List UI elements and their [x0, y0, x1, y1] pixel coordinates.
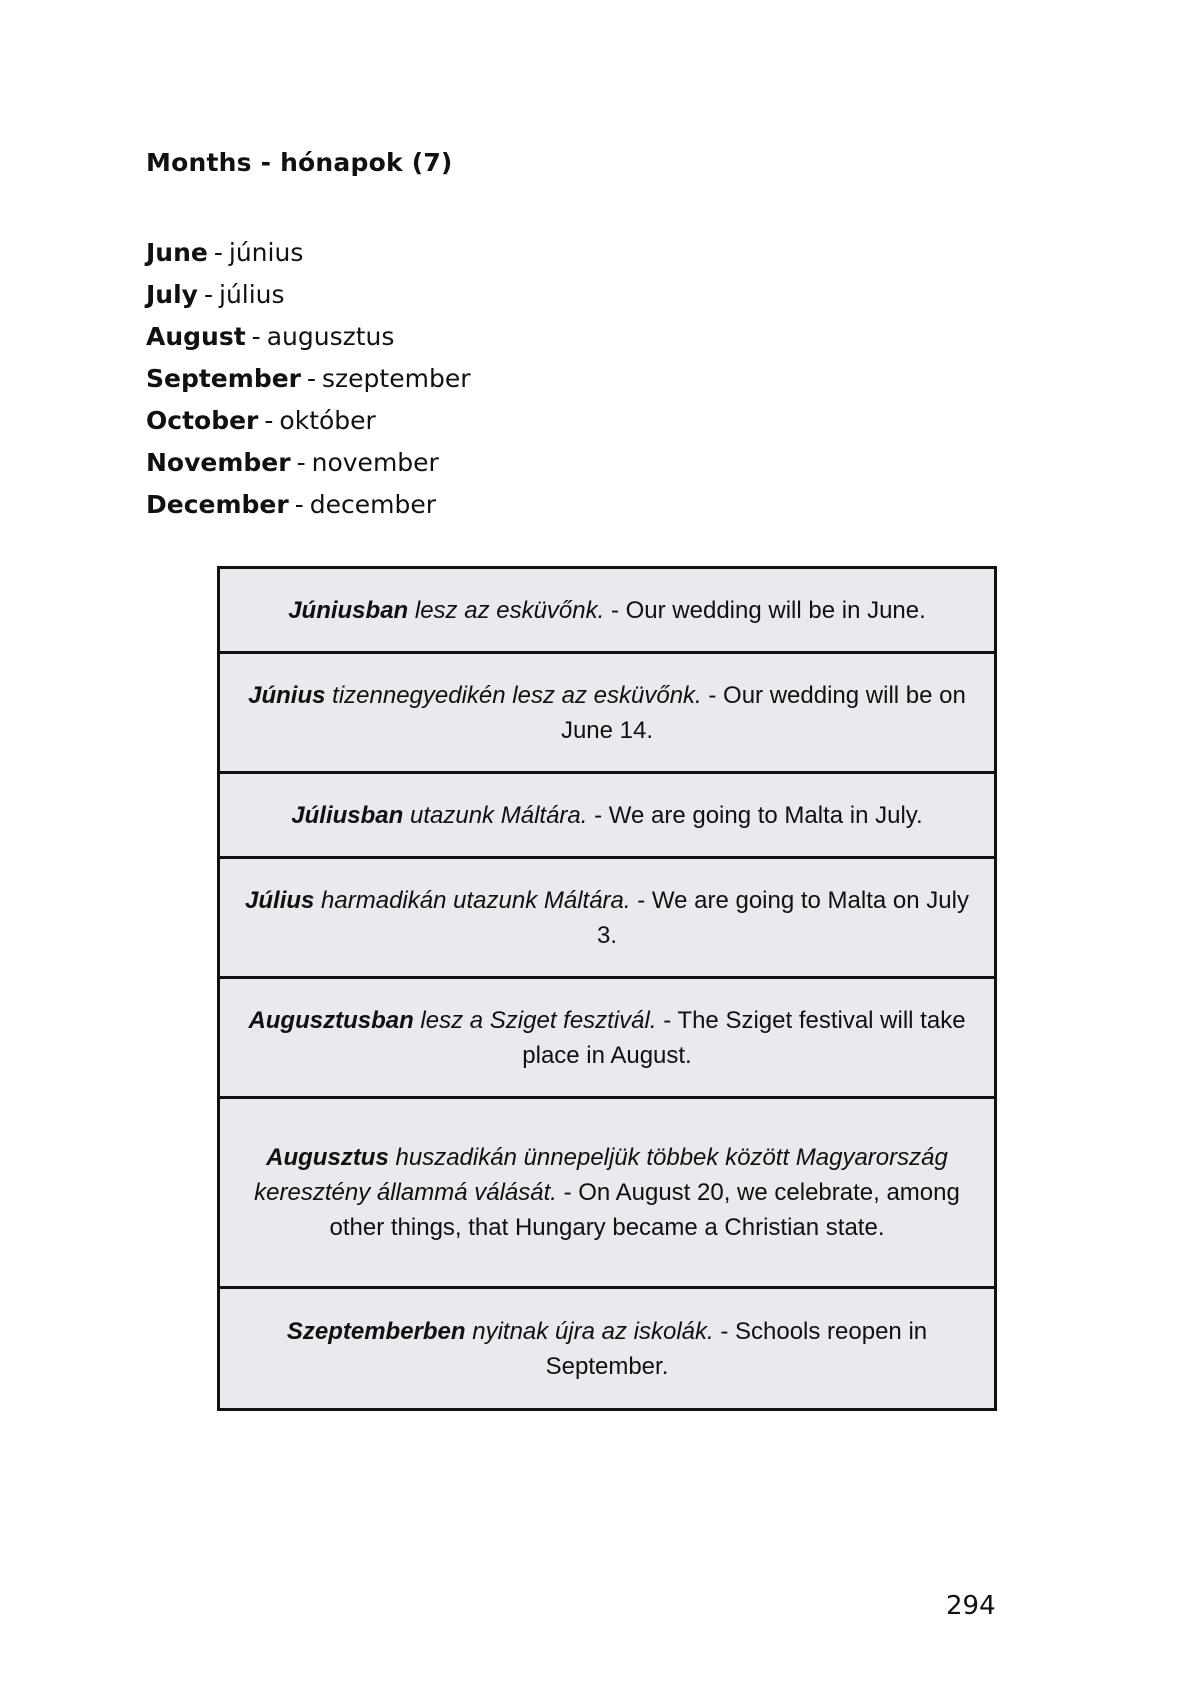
list-item	[146, 400, 471, 442]
example-english: - Our wedding will be in June.	[604, 596, 926, 624]
separator: -	[213, 238, 223, 267]
list-item	[146, 442, 471, 484]
example-keyword: Júliusban	[291, 801, 404, 829]
list-item	[146, 232, 471, 274]
month-hungarian: szeptember	[322, 364, 471, 393]
example-hungarian: lesz a Sziget fesztivál.	[413, 1006, 657, 1034]
page-number: 294	[946, 1591, 996, 1621]
separator: -	[296, 448, 306, 477]
example-sentence	[291, 798, 922, 833]
list-item	[146, 316, 471, 358]
month-vocabulary-list	[146, 232, 471, 526]
month-english: June	[146, 238, 208, 267]
example-keyword: Augusztusban	[248, 1006, 414, 1034]
example-sentence	[242, 1140, 972, 1245]
example-hungarian: lesz az esküvőnk.	[408, 596, 605, 624]
separator: -	[264, 406, 274, 435]
example-row	[220, 569, 994, 654]
page-title: Months - hónapok (7)	[146, 148, 453, 177]
month-hungarian: november	[311, 448, 439, 477]
separator: -	[307, 364, 317, 393]
example-hungarian: tizennegyedikén lesz az esküvőnk.	[325, 681, 702, 709]
example-keyword: Júniusban	[288, 596, 409, 624]
example-row	[220, 654, 994, 774]
example-hungarian: huszadikán ünnepeljük többek között Magyarország keresztény állammá válását.	[254, 1144, 948, 1206]
list-item	[146, 484, 471, 526]
example-hungarian: utazunk Máltára.	[403, 801, 588, 829]
separator: -	[294, 490, 304, 519]
example-hungarian: harmadikán utazunk Máltára.	[314, 886, 631, 914]
example-english: - The Sziget festival will take place in August.	[522, 1006, 966, 1069]
example-english: - On August 20, we celebrate, among other things, that Hungary became a Christian state.	[329, 1179, 960, 1241]
example-keyword: Szeptemberben	[286, 1317, 466, 1345]
example-keyword: Június	[248, 681, 326, 709]
example-english: - We are going to Malta on July 3.	[596, 886, 969, 949]
month-hungarian: augusztus	[266, 322, 395, 351]
month-hungarian: december	[309, 490, 437, 519]
example-sentence	[242, 1003, 972, 1073]
month-hungarian: június	[228, 238, 304, 267]
example-keyword: Július	[245, 886, 315, 914]
list-item	[146, 358, 471, 400]
example-row	[220, 774, 994, 859]
example-hungarian: nyitnak újra az iskolák.	[465, 1317, 714, 1345]
example-keyword: Augusztus	[266, 1144, 389, 1171]
example-row	[220, 1099, 994, 1289]
example-row	[220, 979, 994, 1099]
month-english: July	[146, 280, 198, 309]
example-english: - Our wedding will be on June 14.	[560, 681, 966, 744]
example-sentences-table	[217, 566, 997, 1411]
example-row	[220, 1289, 994, 1408]
example-english: - Schools reopen in September.	[545, 1317, 928, 1380]
month-english: August	[146, 322, 246, 351]
separator: -	[203, 280, 213, 309]
example-sentence	[242, 1314, 972, 1384]
example-sentence	[242, 883, 972, 953]
example-sentence	[288, 593, 926, 628]
month-english: November	[146, 448, 291, 477]
example-sentence	[242, 678, 972, 748]
month-hungarian: július	[219, 280, 285, 309]
list-item	[146, 274, 471, 316]
month-english: December	[146, 490, 289, 519]
month-english: September	[146, 364, 301, 393]
month-english: October	[146, 406, 259, 435]
separator: -	[251, 322, 261, 351]
example-row	[220, 859, 994, 979]
example-english: - We are going to Malta in July.	[587, 801, 923, 829]
month-hungarian: október	[279, 406, 376, 435]
